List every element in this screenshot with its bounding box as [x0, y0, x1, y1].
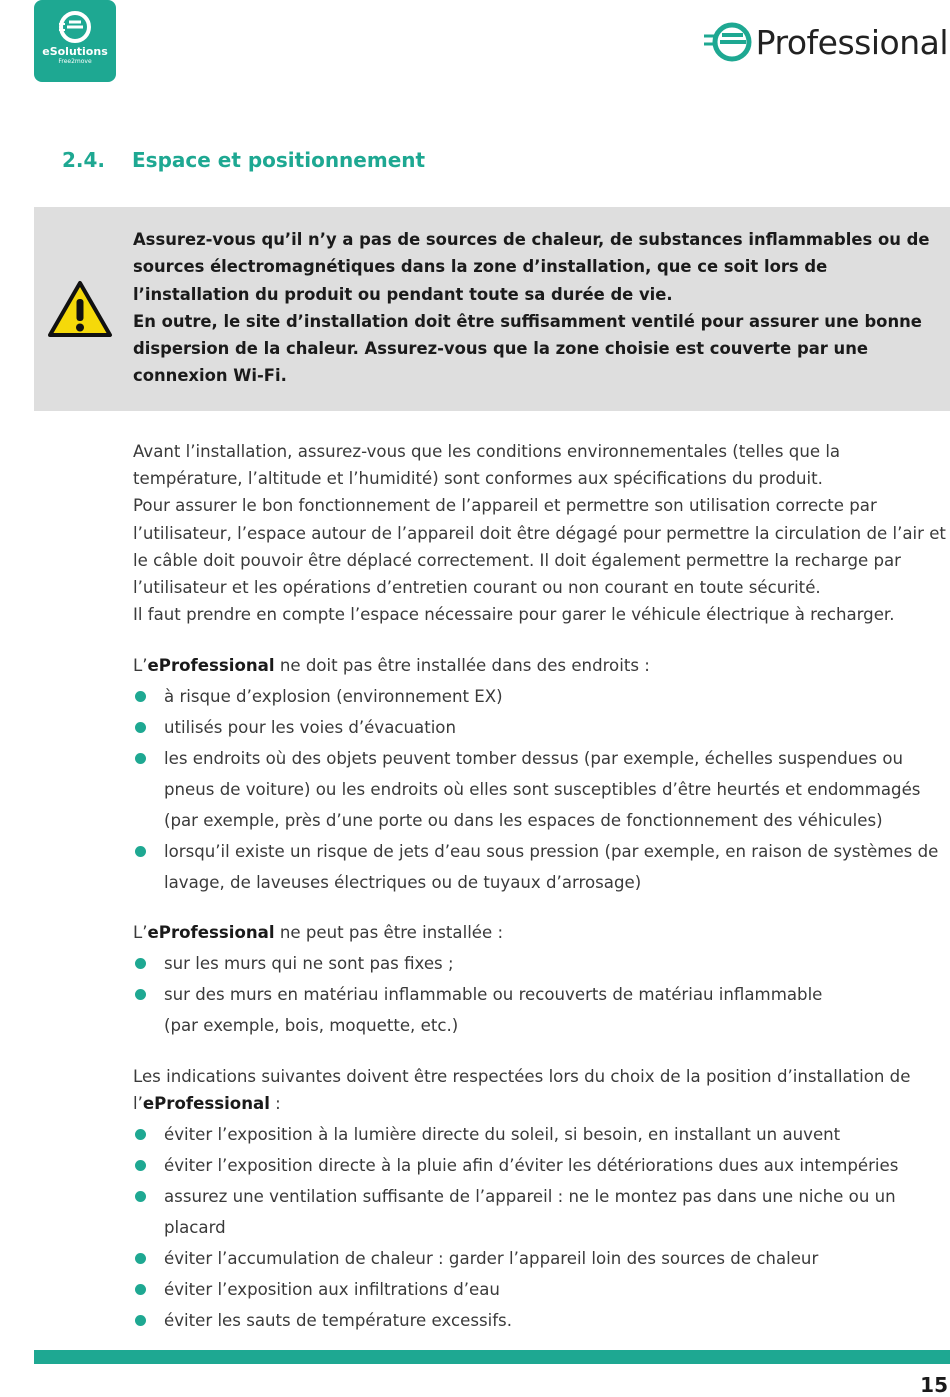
warning-paragraph: Assurez-vous qu’il n’y a pas de sources de chaleur, de substances inflammables ou de sources électromagnétiques dans la zone d’installation, que ce soit lors de l’installation du produit ou pendant toute sa durée de vie. — [133, 230, 930, 304]
logo-subtitle: Free2move — [58, 58, 92, 65]
page-number: 15 — [920, 1373, 948, 1397]
warning-text — [133, 226, 933, 390]
prohibited-walls-section — [133, 919, 950, 1041]
list-lead — [133, 652, 950, 679]
intro-text — [133, 438, 950, 628]
list-item: utilisés pour les voies d’évacuation — [133, 712, 950, 743]
product-name: eProfessional — [147, 656, 275, 675]
section-heading — [62, 148, 425, 172]
intro-paragraph: Il faut prendre en compte l’espace nécessaire pour garer le véhicule électrique à recharger. — [133, 605, 895, 625]
list-item: éviter l’exposition directe à la pluie afin d’éviter les détériorations dues aux intempéries — [133, 1150, 950, 1181]
lead-prefix: L’ — [133, 656, 148, 675]
intro-paragraph: Pour assurer le bon fonctionnement de l’appareil et permettre son utilisation correcte par l’utilisateur, l’espace autour de l’appareil doit être dégagé pour permettre la circulation de l’air et le câble doit pouvoir être déplacé correctement. Il doit également permettre la recharge par l’utilisateur et les opérations d’entretien courant ou non courant en toute sécurité. — [133, 496, 946, 598]
list-item: éviter l’accumulation de chaleur : garder l’appareil loin des sources de chaleur — [133, 1243, 950, 1274]
list-lead — [133, 919, 950, 946]
list-item: éviter l’exposition aux infiltrations d’eau — [133, 1274, 950, 1305]
list-item: éviter les sauts de température excessifs. — [133, 1305, 950, 1336]
product-name: eProfessional — [147, 923, 275, 942]
intro-paragraph: Avant l’installation, assurez-vous que les conditions environnementales (telles que la température, l’altitude et l’humidité) sont conformes aux spécifications du produit. — [133, 442, 841, 489]
list-item: assurez une ventilation suffisante de l’appareil : ne le montez pas dans une niche ou un placard — [133, 1181, 950, 1243]
logo-name: eSolutions — [42, 45, 108, 58]
warning-paragraph: En outre, le site d’installation doit être suffisamment ventilé pour assurer une bonne dispersion de la chaleur. Assurez-vous que la zone choisie est couverte par une connexion Wi-Fi. — [133, 311, 922, 386]
list-item: éviter l’exposition à la lumière directe du soleil, si besoin, en installant un auvent — [133, 1119, 950, 1150]
lead-prefix: Les indications suivantes doivent être respectées lors du choix de la position d’installation de l’ — [133, 1067, 911, 1114]
warning-box — [34, 207, 950, 411]
lead-suffix: : — [269, 1094, 281, 1114]
positioning-guidelines-list — [133, 1119, 950, 1336]
section-number: 2.4. — [62, 148, 106, 172]
positioning-guidelines-section — [133, 1063, 950, 1336]
prohibited-locations-section — [133, 652, 950, 898]
list-item: lorsqu’il existe un risque de jets d’eau sous pression (par exemple, en raison de systèmes de lavage, de laveuses électriques ou de tuyaux d’arrosage) — [133, 836, 950, 898]
lead-suffix: ne doit pas être installée dans des endroits : — [274, 656, 650, 675]
lead-suffix: ne peut pas être installée : — [274, 923, 504, 942]
list-item: à risque d’explosion (environnement EX) — [133, 681, 950, 712]
esolutions-logo — [34, 0, 116, 82]
eprofessional-brand — [702, 20, 948, 64]
list-item: sur des murs en matériau inflammable ou recouverts de matériau inflammable (par exemple, bois, moquette, etc.) — [133, 979, 833, 1041]
product-name: eProfessional — [142, 1094, 270, 1114]
warning-triangle-icon — [47, 280, 113, 338]
list-lead — [133, 1063, 950, 1117]
eprofessional-e-icon — [702, 20, 754, 64]
lead-prefix: L’ — [133, 923, 148, 942]
prohibited-walls-list — [133, 948, 833, 1041]
brand-name: Professional — [755, 22, 948, 62]
list-item: les endroits où des objets peuvent tomber dessus (par exemple, échelles suspendues ou pneus de voiture) ou les endroits où elles sont susceptibles d’être heurtés et endommagés (par exemple, près d’une porte ou dans les espaces de fonctionnement des véhicules) — [133, 743, 950, 836]
list-item: sur les murs qui ne sont pas fixes ; — [133, 948, 833, 979]
esolutions-logo-icon — [57, 10, 93, 44]
section-title: Espace et positionnement — [132, 148, 426, 172]
prohibited-locations-list — [133, 681, 950, 898]
footer-bar — [34, 1350, 950, 1364]
